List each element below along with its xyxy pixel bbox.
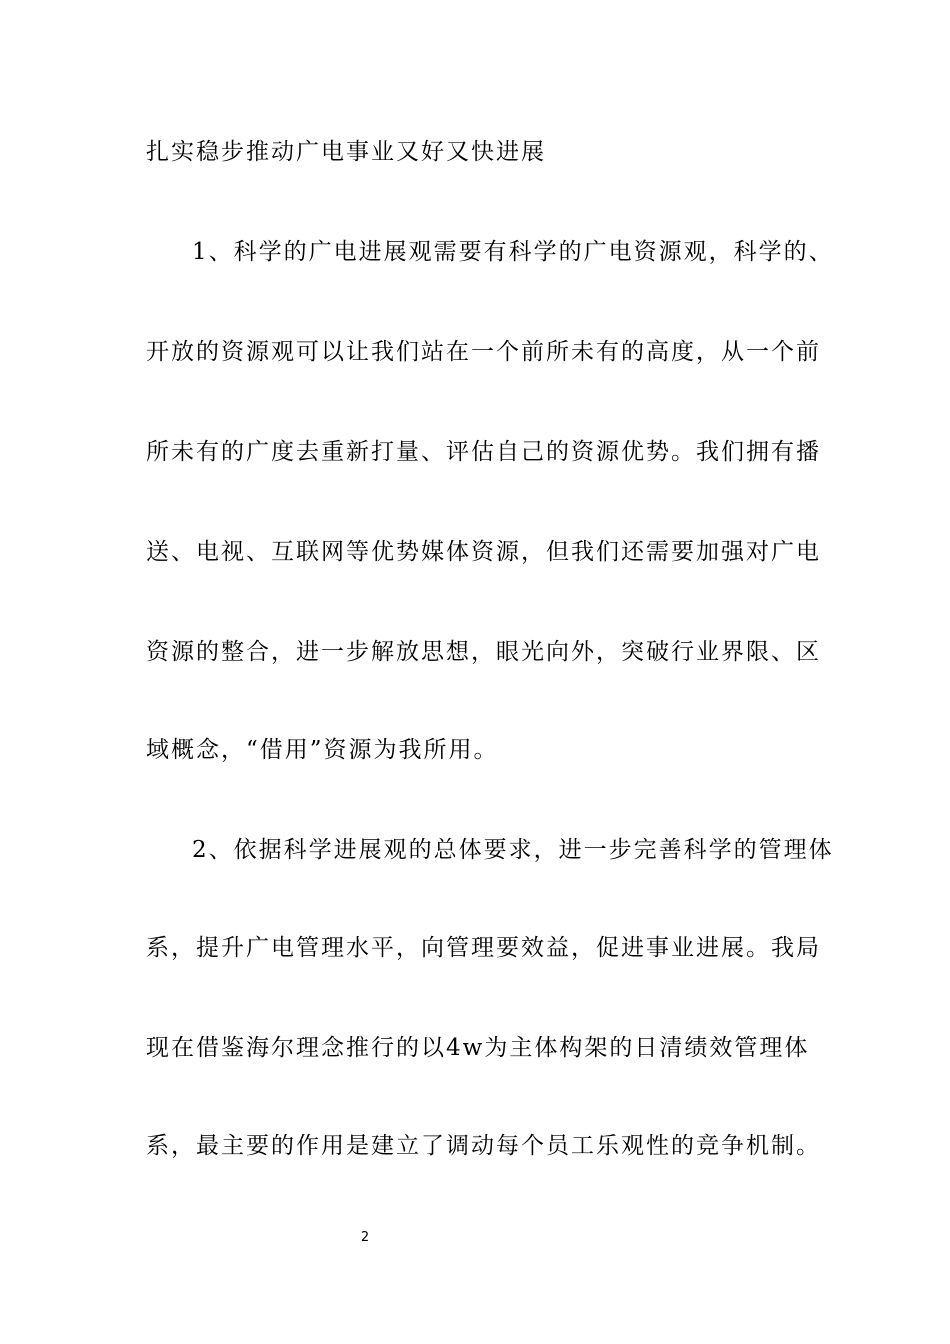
paragraph-line: 1、科学的广电进展观需要有科学的广电资源观，科学的、 [192, 239, 834, 265]
paragraph-line: 系，提升广电管理水平，向管理要效益，促进事业进展。我局 [146, 935, 821, 961]
paragraph-line: 2、依据科学进展观的总体要求，进一步完善科学的管理体 [192, 837, 834, 863]
paragraph-line: 系，最主要的作用是建立了调动每个员工乐观性的竞争机制。 [146, 1133, 821, 1159]
section-heading: 扎实稳步推动广电事业又好又快进展 [146, 139, 546, 165]
paragraph-line: 现在借鉴海尔理念推行的以4w为主体构架的日清绩效管理体 [146, 1035, 810, 1061]
page-number: 2 [360, 1230, 370, 1245]
paragraph-line: 域概念，“借用”资源为我所用。 [146, 737, 499, 763]
paragraph-line: 所未有的广度去重新打量、评估自己的资源优势。我们拥有播 [146, 439, 821, 465]
paragraph-line: 开放的资源观可以让我们站在一个前所未有的高度，从一个前 [146, 339, 821, 365]
paragraph-line: 资源的整合，进一步解放思想，眼光向外，突破行业界限、区 [146, 639, 821, 665]
paragraph-line: 送、电视、互联网等优势媒体资源，但我们还需要加强对广电 [146, 539, 821, 565]
